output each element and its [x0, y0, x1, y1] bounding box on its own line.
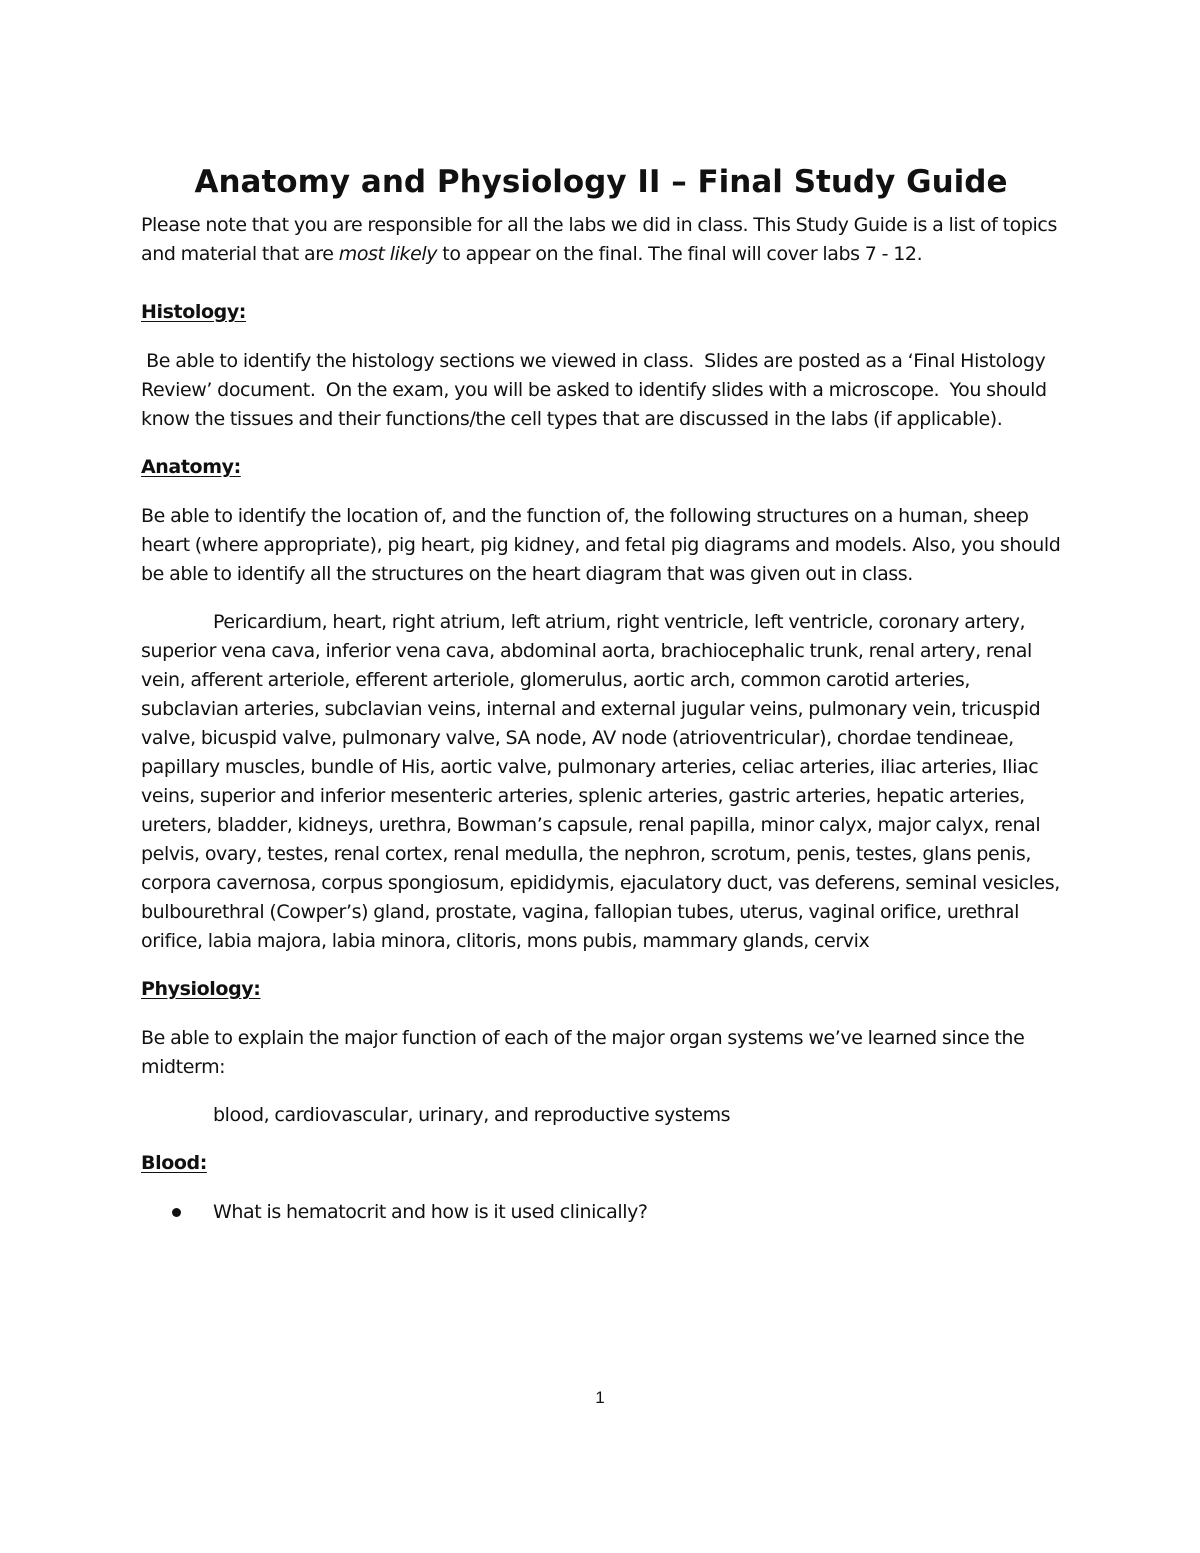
- intro-emphasis: most likely: [338, 243, 438, 265]
- histology-heading: Histology:: [141, 301, 247, 323]
- anatomy-heading: Anatomy:: [141, 456, 241, 478]
- list-item: [141, 1198, 1061, 1227]
- blood-bullet-list: [141, 1198, 1061, 1227]
- document-body: [141, 160, 1061, 1227]
- physiology-heading: Physiology:: [141, 978, 261, 1000]
- intro-paragraph: [141, 211, 1061, 269]
- intro-text-start: Please note that you are responsible for all the labs we did in class. This Study Guide is a list of topics and material that are: [141, 214, 1057, 265]
- blood-heading: Blood:: [141, 1152, 207, 1174]
- anatomy-paragraph: Be able to identify the location of, and the function of, the following structures on a human, sheep heart (where appropriate), pig heart, pig kidney, and fetal pig diagrams and models. Also, you should be able to identify all the structures on the heart diagram that was given out in class.: [141, 505, 1061, 585]
- document-title: Anatomy and Physiology II – Final Study Guide: [194, 164, 1008, 200]
- page-number: 1: [595, 1388, 605, 1407]
- histology-paragraph: Be able to identify the histology sections we viewed in class. Slides are posted as a ‘Final Histology Review’ document. On the exam, you will be asked to identify slides with a microscope. You should know the tissues and their functions/the cell types that are discussed in the labs (if applicable).: [141, 350, 1052, 430]
- physiology-paragraph: Be able to explain the major function of each of the major organ systems we’ve learned since the midterm:: [141, 1027, 1025, 1078]
- intro-text-end: to appear on the final. The final will cover labs 7 - 12.: [437, 243, 923, 265]
- bullet-icon: [172, 1208, 181, 1217]
- bullet-text: What is hematocrit and how is it used clinically?: [213, 1201, 648, 1223]
- physiology-systems: blood, cardiovascular, urinary, and reproductive systems: [213, 1104, 731, 1126]
- anatomy-structures-list: Pericardium, heart, right atrium, left atrium, right ventricle, left ventricle, coronary artery, superior vena cava, inferior vena cava, abdominal aorta, brachiocephalic trunk, renal artery, renal vein, afferent arteriole, efferent arteriole, glomerulus, aortic arch, common carotid arteries, subclavian arteries, subclavian veins, internal and external jugular veins, pulmonary vein, tricuspid valve, bicuspid valve, pulmonary valve, SA node, AV node (atrioventricular), chordae tendineae, papillary muscles, bundle of His, aortic valve, pulmonary arteries, celiac arteries, iliac arteries, Iliac veins, superior and inferior mesenteric arteries, splenic arteries, gastric arteries, hepatic arteries, ureters, bladder, kidneys, urethra, Bowman’s capsule, renal papilla, minor calyx, major calyx, renal pelvis, ovary, testes, renal cortex, renal medulla, the nephron, scrotum, penis, testes, glans penis, corpora cavernosa, corpus spongiosum, epididymis, ejaculatory duct, vas deferens, seminal vesicles, bulbourethral (Cowper’s) gland, prostate, vagina, fallopian tubes, uterus, vaginal orifice, urethral orifice, labia majora, labia minora, clitoris, mons pubis, mammary glands, cervix: [141, 611, 1060, 952]
